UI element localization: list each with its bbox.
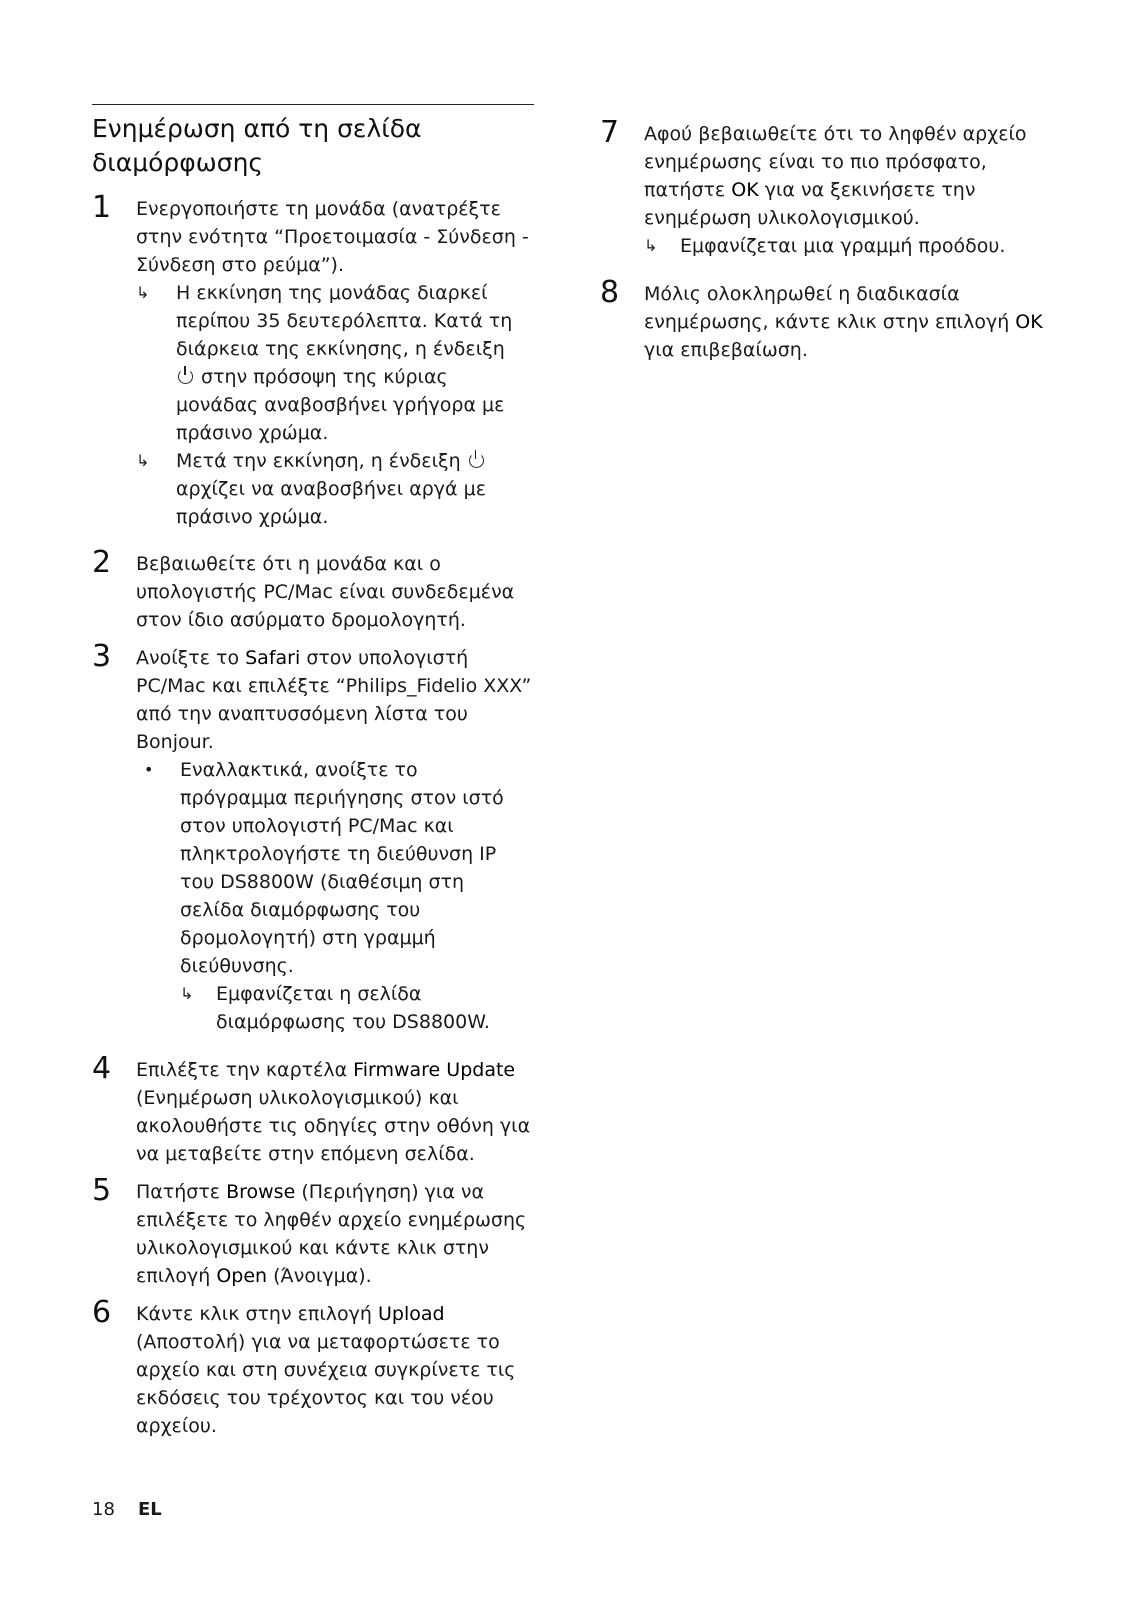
section-title: Ενημέρωση από τη σελίδα διαμόρφωσης bbox=[92, 114, 422, 177]
power-icon bbox=[178, 369, 193, 384]
step-text: Αφού βεβαιωθείτε ότι το ληφθέν αρχείο ενημέρωσης είναι το πιο πρόσφατο, πατήστε OK για να ξεκινήσετε την ενημέρωση υλικολογισμικού. bbox=[644, 123, 1027, 229]
result-text: Η εκκίνηση της μονάδας διαρκεί περίπου 35 δευτερόλεπτα. Κατά τη διάρκεια της εκκίνησης, η ένδειξη στην πρόσοψη της κύριας μονάδας αναβοσβήνει γρήγορα με πράσινο χρώμα. bbox=[176, 282, 513, 444]
step-number: 4 bbox=[92, 1051, 112, 1086]
result-text: Εμφανίζεται μια γραμμή προόδου. bbox=[680, 235, 1006, 257]
upload-label: Upload bbox=[377, 1303, 445, 1325]
result-item bbox=[136, 279, 534, 447]
bullet-text: Εναλλακτικά, ανοίξτε το πρόγραμμα περιήγησης στον ιστό στον υπολογιστή PC/Mac και πληκτρολογήστε τη διεύθυνση IP του DS8800W (διαθέσιμη στη σελίδα διαμόρφωσης του δρομολογητή) στη γραμμή διεύθυνσης. bbox=[180, 759, 504, 977]
step-number: 3 bbox=[92, 639, 112, 674]
result-arrow-icon: ↳ bbox=[180, 984, 194, 1003]
ok-label: OK bbox=[1015, 311, 1043, 333]
result-arrow-icon: ↳ bbox=[136, 283, 150, 302]
step-number: 1 bbox=[92, 190, 112, 225]
step-text: Μόλις ολοκληρωθεί η διαδικασία ενημέρωσης, κάντε κλικ στην επιλογή OK για επιβεβαίωση. bbox=[644, 283, 1043, 361]
step-number: 7 bbox=[600, 115, 620, 150]
page-number: 18 bbox=[92, 1499, 115, 1520]
browse-label: Browse bbox=[226, 1181, 296, 1203]
result-arrow-icon: ↳ bbox=[136, 451, 150, 470]
step-text: Επιλέξτε την καρτέλα Firmware Update (Ενημέρωση υλικολογισμικού) και ακολουθήστε τις οδηγίες στην οθόνη για να μεταβείτε στην επόμενη σελίδα. bbox=[136, 1059, 531, 1165]
ok-label: OK bbox=[731, 179, 759, 201]
section-rule bbox=[92, 104, 534, 105]
result-item bbox=[136, 447, 534, 531]
step-number: 5 bbox=[92, 1173, 112, 1208]
result-item bbox=[180, 980, 534, 1036]
result-text: Εμφανίζεται η σελίδα διαμόρφωσης του DS8800W. bbox=[216, 983, 490, 1033]
step-text: Κάντε κλικ στην επιλογή Upload (Αποστολή) για να μεταφορτώσετε το αρχείο και στη συνέχεια συγκρίνετε τις εκδόσεις του τρέχοντος και του νέου αρχείου. bbox=[136, 1303, 516, 1437]
step-text: Βεβαιωθείτε ότι η μονάδα και ο υπολογιστής PC/Mac είναι συνδεδεμένα στον ίδιο ασύρματο δρομολογητή. bbox=[136, 553, 515, 631]
result-text: Μετά την εκκίνηση, η ένδειξη αρχίζει να αναβοσβήνει αργά με πράσινο χρώμα. bbox=[176, 450, 486, 528]
step-text: Ανοίξτε το Safari στον υπολογιστή PC/Mac και επιλέξτε “Philips_Fidelio XXX” από την αναπτυσσόμενη λίστα του Bonjour. bbox=[136, 647, 532, 753]
power-icon bbox=[469, 453, 484, 468]
language-code: EL bbox=[138, 1499, 162, 1520]
step-text: Πατήστε Browse (Περιήγηση) για να επιλέξετε το ληφθέν αρχείο ενημέρωσης υλικολογισμικού και κάντε κλικ στην επιλογή Open (Άνοιγμα). bbox=[136, 1181, 527, 1287]
bullet-item bbox=[136, 756, 534, 980]
result-item bbox=[644, 232, 1050, 260]
step-number: 2 bbox=[92, 545, 112, 580]
step-number: 6 bbox=[92, 1295, 112, 1330]
step-number: 8 bbox=[600, 275, 620, 310]
open-label: Open bbox=[216, 1265, 268, 1287]
page-footer bbox=[92, 1496, 162, 1524]
result-arrow-icon: ↳ bbox=[644, 236, 658, 255]
safari-label: Safari bbox=[245, 647, 301, 669]
bullet-icon: • bbox=[144, 760, 154, 779]
firmware-update-label: Firmware Update bbox=[353, 1059, 516, 1081]
step-text: Ενεργοποιήστε τη μονάδα (ανατρέξτε στην ενότητα “Προετοιμασία - Σύνδεση - Σύνδεση στο ρεύμα”). bbox=[136, 198, 529, 276]
